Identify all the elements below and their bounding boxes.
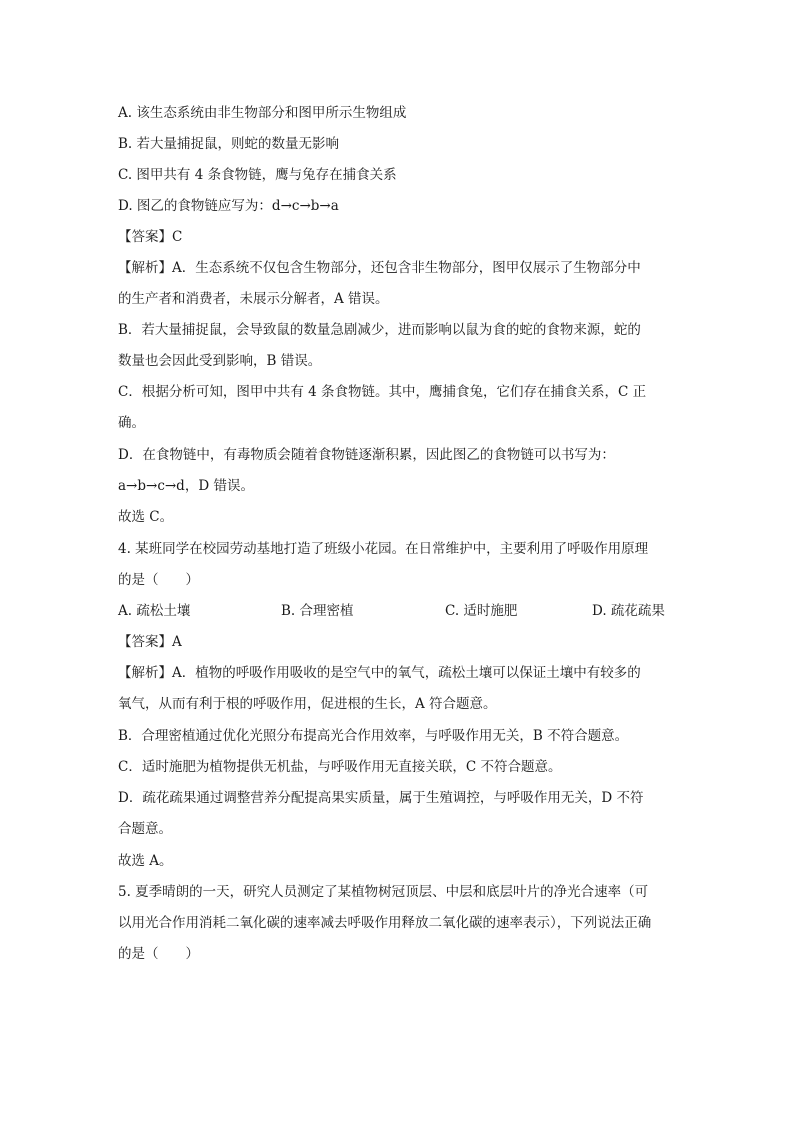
q4-analysis-line: 【解析】A．植物的呼吸作用吸收的是空气中的氧气，疏松土壤可以保证土壤中有较多的 <box>118 665 641 681</box>
q3-analysis-line: 确。 <box>118 415 145 431</box>
q3-analysis-line: C．根据分析可知，图甲中共有 4 条食物链。其中，鹰捕食兔，它们存在捕食关系，C 正 <box>118 384 647 400</box>
q4-option-b: B. 合理密植 <box>281 603 354 619</box>
q4-analysis-line: 合题意。 <box>118 821 172 837</box>
q3-analysis-line: 的生产者和消费者，未展示分解者，A 错误。 <box>118 291 389 307</box>
q5-stem-line: 以用光合作用消耗二氧化碳的速率减去呼吸作用释放二氧化碳的速率表示），下列说法正确 <box>118 915 652 931</box>
q4-stem-line: 的是（ ） <box>118 572 199 588</box>
q3-analysis-line: 【解析】A．生态系统不仅包含生物部分，还包含非生物部分，图甲仅展示了生物部分中 <box>118 260 641 276</box>
q4-stem-line: 4. 某班同学在校园劳动基地打造了班级小花园。在日常维护中，主要利用了呼吸作用原理 <box>118 541 649 557</box>
q3-conclusion: 故选 C。 <box>118 509 174 525</box>
q4-option-d: D. 疏花疏果 <box>592 603 665 619</box>
q4-analysis-line: D．疏花疏果通过调整营养分配提高果实质量，属于生殖调控，与呼吸作用无关，D 不符 <box>118 790 644 806</box>
q3-option-a: A. 该生态系统由非生物部分和图甲所示生物组成 <box>118 105 407 121</box>
q3-option-b: B. 若大量捕捉鼠，则蛇的数量无影响 <box>118 136 340 152</box>
q3-option-d: D. 图乙的食物链应写为：d→c→b→a <box>118 198 339 214</box>
q5-stem-line: 5. 夏季晴朗的一天，研究人员测定了某植物树冠顶层、中层和底层叶片的净光合速率（可 <box>118 884 649 900</box>
q4-analysis-line: C．适时施肥为植物提供无机盐，与呼吸作用无直接关联，C 不符合题意。 <box>118 759 562 775</box>
q4-option-a: A. 疏松土壤 <box>118 603 191 619</box>
q3-analysis-line: 数量也会因此受到影响，B 错误。 <box>118 353 322 369</box>
q5-stem-line: 的是（ ） <box>118 946 199 962</box>
q4-conclusion: 故选 A。 <box>118 853 173 869</box>
q3-analysis-line: a→b→c→d，D 错误。 <box>118 478 254 494</box>
q3-option-c: C. 图甲共有 4 条食物链，鹰与兔存在捕食关系 <box>118 167 397 183</box>
q3-answer: 【答案】C <box>118 229 183 245</box>
q4-analysis-line: 氧气，从而有利于根的呼吸作用，促进根的生长，A 符合题意。 <box>118 696 497 712</box>
q3-analysis-line: B．若大量捕捉鼠，会导致鼠的数量急剧减少，进而影响以鼠为食的蛇的食物来源，蛇的 <box>118 322 641 338</box>
q4-options-row <box>118 602 688 620</box>
q4-analysis-line: B．合理密植通过优化光照分布提高光合作用效率，与呼吸作用无关，B 不符合题意。 <box>118 728 629 744</box>
q4-option-c: C. 适时施肥 <box>445 603 518 619</box>
q3-analysis-line: D．在食物链中，有毒物质会随着食物链逐渐积累，因此图乙的食物链可以书写为： <box>118 447 615 463</box>
q4-answer: 【答案】A <box>118 634 182 650</box>
